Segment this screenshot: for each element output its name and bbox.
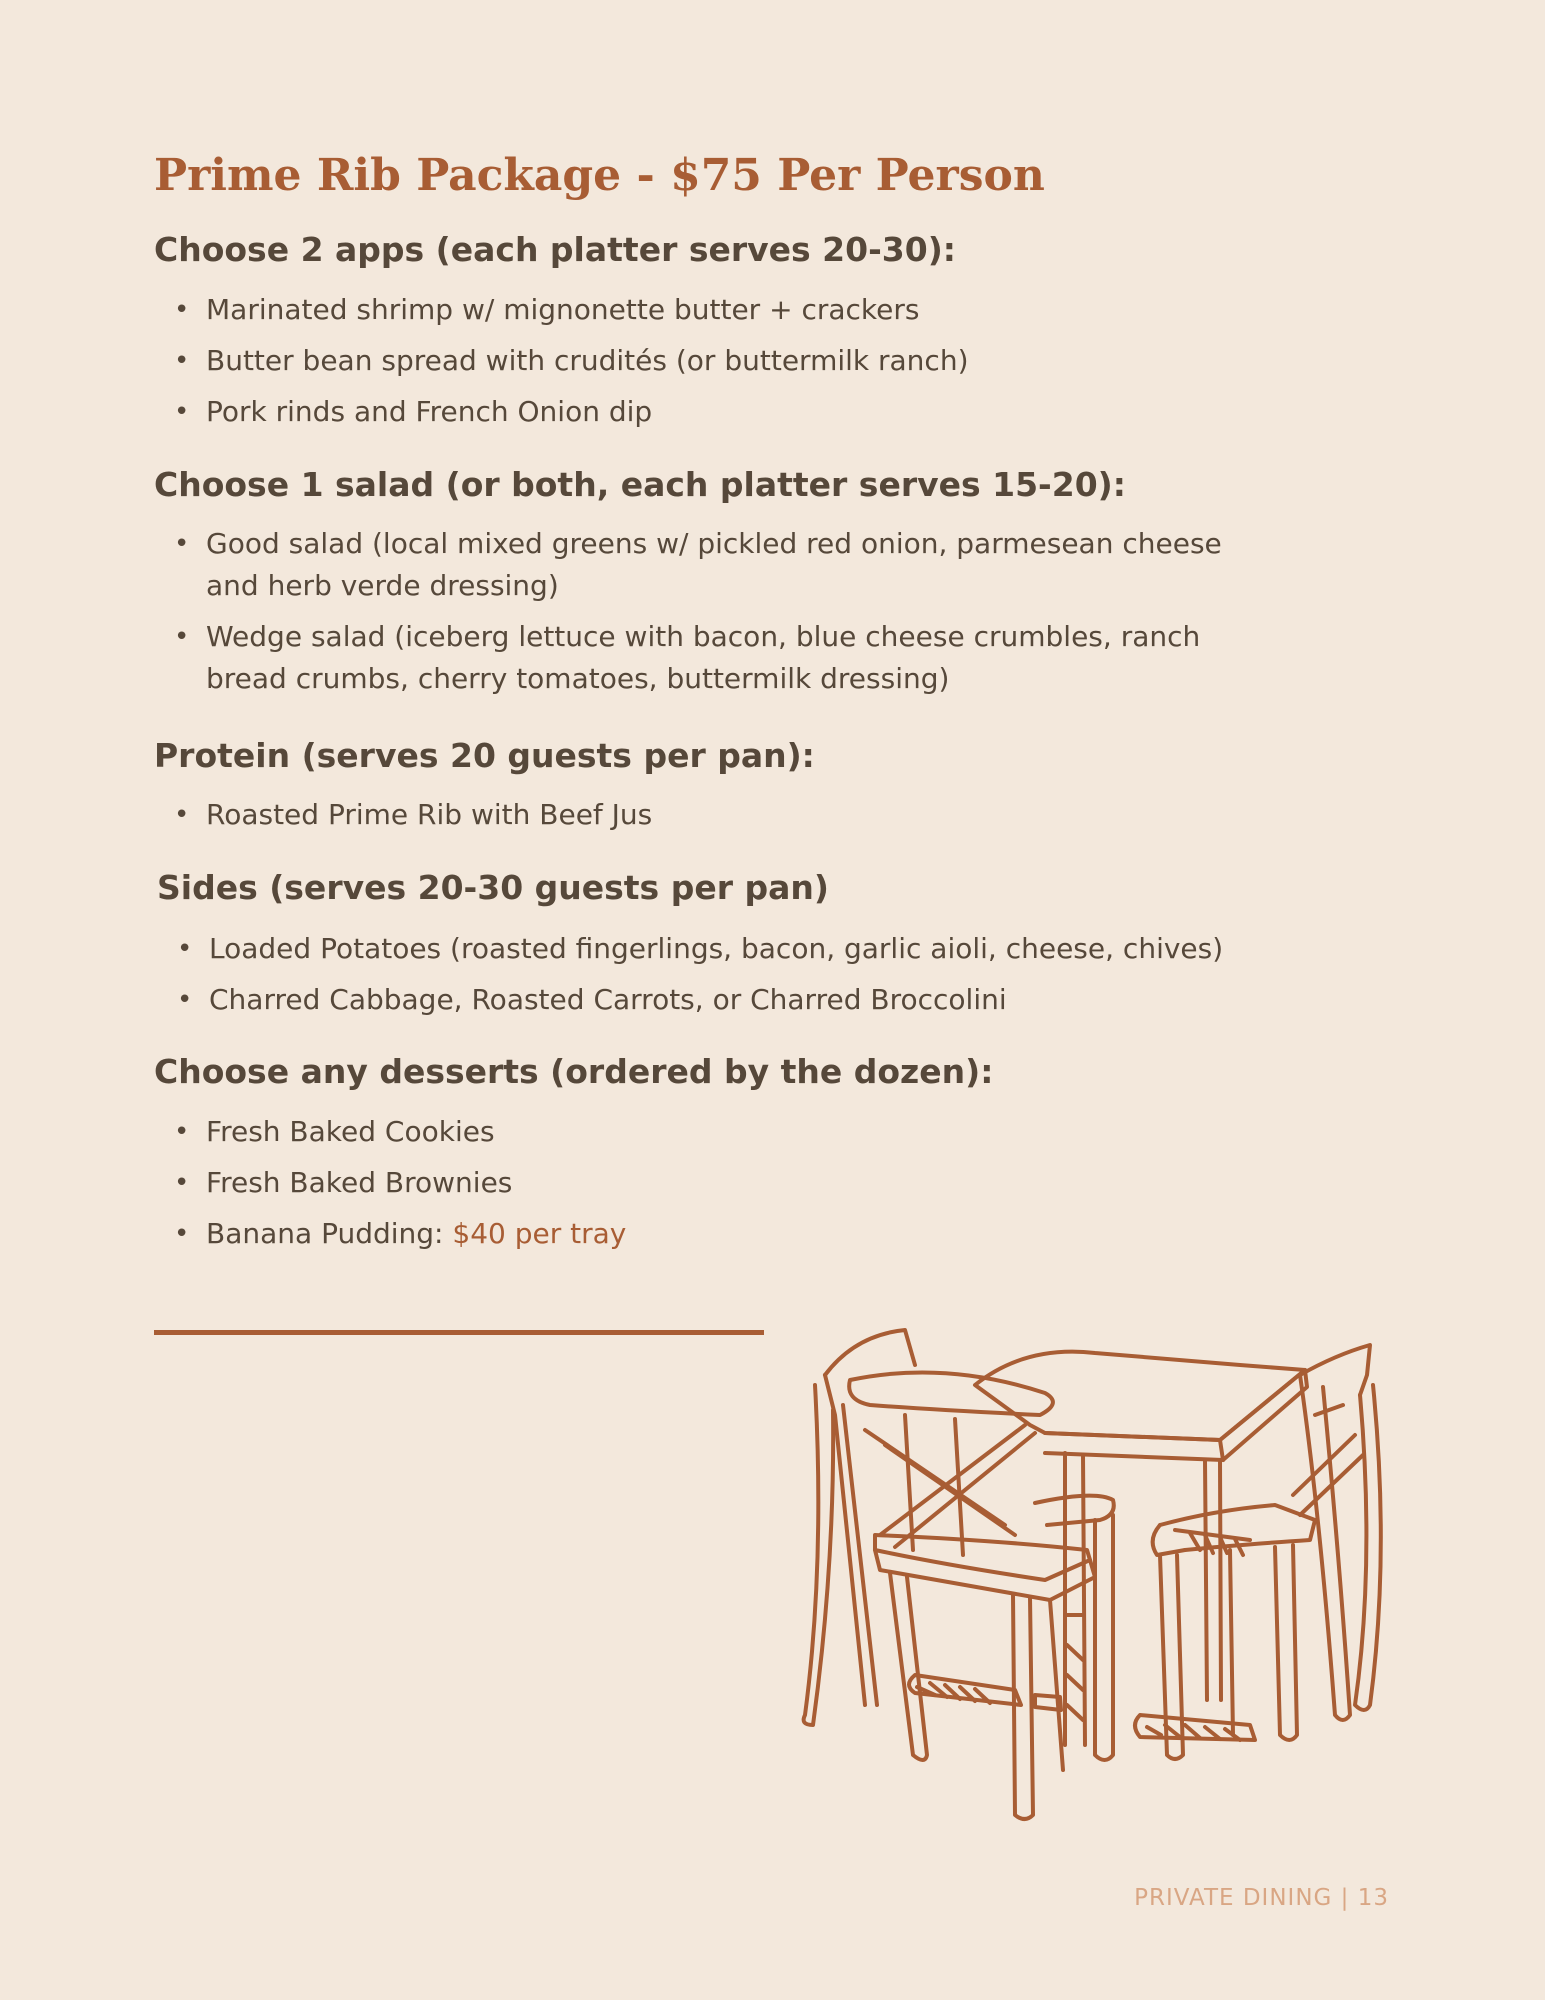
bullet-icon: • xyxy=(174,295,190,325)
divider xyxy=(154,1330,764,1335)
protein-list xyxy=(154,794,1334,845)
bullet-icon: • xyxy=(174,800,190,830)
section-heading-sides: Sides (serves 20-30 guests per pan) xyxy=(157,868,829,907)
bullet-icon: • xyxy=(174,1168,190,1198)
sides-list xyxy=(157,928,1337,1030)
list-item-text: Pork rinds and French Onion dip xyxy=(206,395,653,428)
list-item xyxy=(154,391,1334,433)
list-item xyxy=(154,523,1254,607)
apps-list xyxy=(154,289,1334,442)
list-item-text: Roasted Prime Rib with Beef Jus xyxy=(206,798,653,831)
bullet-icon: • xyxy=(174,1219,190,1249)
list-item xyxy=(154,340,1334,382)
list-item-text: Marinated shrimp w/ mignonette butter + crackers xyxy=(206,293,920,326)
list-item xyxy=(154,616,1254,700)
bullet-icon: • xyxy=(177,934,193,964)
section-heading-salad: Choose 1 salad (or both, each platter serves 15-20): xyxy=(154,465,1126,504)
list-item-text: Loaded Potatoes (roasted fingerlings, bacon, garlic aioli, cheese, chives) xyxy=(209,932,1224,965)
section-heading-protein: Protein (serves 20 guests per pan): xyxy=(154,736,815,775)
bullet-icon: • xyxy=(174,346,190,376)
section-heading-desserts: Choose any desserts (ordered by the dozen): xyxy=(154,1052,994,1091)
page-title: Prime Rib Package - $75 Per Person xyxy=(154,150,1045,201)
list-item-text: Wedge salad (iceberg lettuce with bacon, blue cheese crumbles, ranch bread crumbs, cherry tomatoes, buttermilk dressing) xyxy=(206,620,1201,695)
list-item-text: Charred Cabbage, Roasted Carrots, or Charred Broccolini xyxy=(209,983,1007,1016)
list-item xyxy=(154,1162,1334,1204)
list-item xyxy=(157,928,1337,970)
list-item-text: Banana Pudding: xyxy=(206,1217,453,1250)
list-item-text: Butter bean spread with crudités (or buttermilk ranch) xyxy=(206,344,969,377)
table-and-chairs-icon xyxy=(795,1315,1385,1835)
bullet-icon: • xyxy=(174,622,190,652)
list-item xyxy=(154,794,1334,836)
list-item-text: Fresh Baked Brownies xyxy=(206,1166,513,1199)
list-item xyxy=(157,979,1337,1021)
bullet-icon: • xyxy=(177,985,193,1015)
list-item-text: Good salad (local mixed greens w/ pickled red onion, parmesean cheese and herb verde dressing) xyxy=(206,527,1222,602)
page-footer: PRIVATE DINING | 13 xyxy=(1134,1885,1389,1911)
list-item xyxy=(154,1111,1334,1153)
list-item-text: Fresh Baked Cookies xyxy=(206,1115,495,1148)
desserts-list xyxy=(154,1111,1334,1264)
section-heading-apps: Choose 2 apps (each platter serves 20-30): xyxy=(154,230,956,269)
list-item xyxy=(154,289,1334,331)
bullet-icon: • xyxy=(174,1117,190,1147)
bullet-icon: • xyxy=(174,529,190,559)
bullet-icon: • xyxy=(174,397,190,427)
price-label: $40 per tray xyxy=(452,1217,627,1250)
salad-list xyxy=(154,523,1254,709)
list-item xyxy=(154,1213,1334,1255)
